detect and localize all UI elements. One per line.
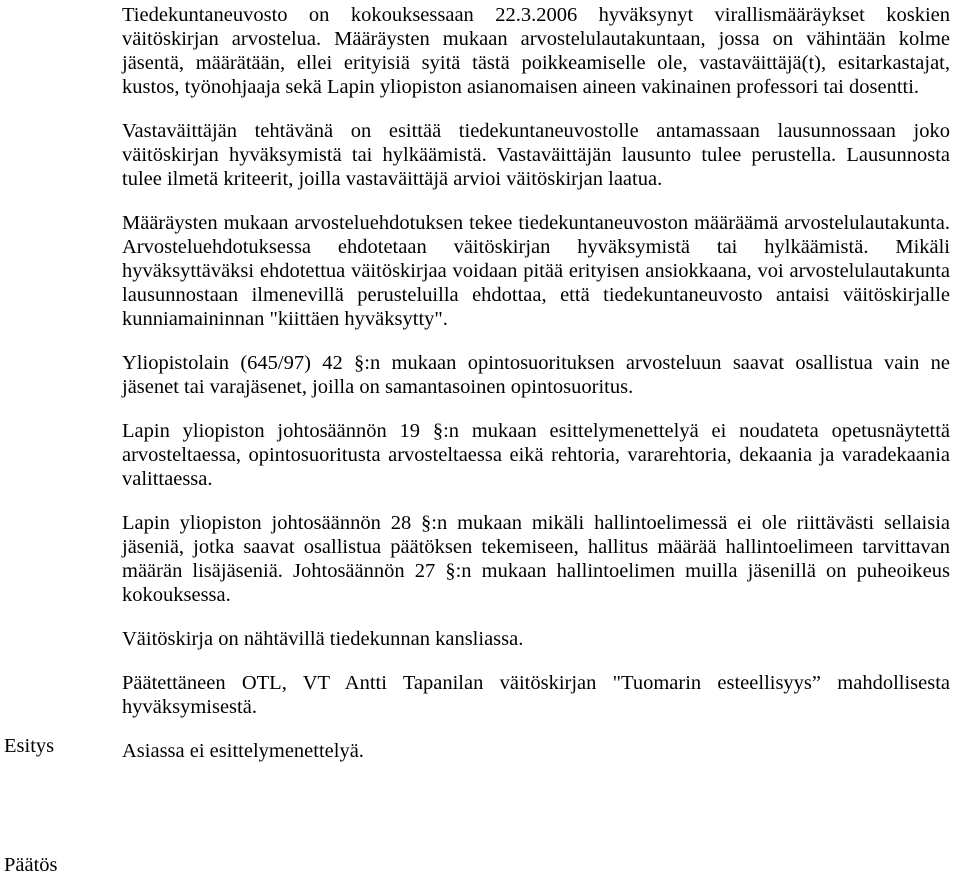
paragraph-arvosteluehdotus: Määräysten mukaan arvosteluehdotuksen tekee tiedekuntaneuvoston määräämä arvostelulautakunta. Arvosteluehdotuksessa ehdotetaan väitöskirjan hyväksymistä tai hylkäämistä. Mikäli hyväksyttäväksi ehdotettua väitöskirjaa voidaan pitää erityisen ansiokkaana, voi arvostelulautakunta lausunnostaan ilmenevillä perusteluilla ehdottaa, että tiedekuntaneuvosto antaisi väitöskirjalle kunniamaininnan "kiittäen hyväksytty".: [122, 212, 950, 330]
paatos-text: Asiassa ei esittelymenettelyä.: [122, 740, 364, 762]
esitys-text: Päätettäneen OTL, VT Antti Tapanilan väitöskirjan "Tuomarin esteellisyys” mahdollisesta hyväksymisestä.: [122, 672, 950, 718]
paragraph-yliopistolaki: Yliopistolain (645/97) 42 §:n mukaan opintosuorituksen arvosteluun saavat osallistua vain ne jäsenet tai varajäsenet, joilla on samantasoinen opintosuoritus.: [122, 352, 950, 398]
document-body: [122, 0, 950, 783]
paragraph-nahtavilla: Väitöskirja on nähtävillä tiedekunnan kansliassa.: [122, 628, 524, 650]
esitys-label: Esitys: [4, 735, 55, 757]
paragraph-vastavaittaja: Vastaväittäjän tehtävänä on esittää tiedekuntaneuvostolle antamassaan lausunnossaan joko väitöskirjan hyväksymistä tai hylkäämistä. Vastaväittäjän lausunto tulee perustella. Lausunnosta tulee ilmetä kriteerit, joilla vastaväittäjä arvioi väitöskirjan laatua.: [122, 120, 950, 190]
paatos-label: Päätös: [4, 854, 58, 876]
paragraph-johtosaanto-28: Lapin yliopiston johtosäännön 28 §:n mukaan mikäli hallintoelimessä ei ole riittävästi sellaisia jäseniä, jotka saavat osallistua päätöksen tekemiseen, hallitus määrää hallintoelimeen tarvittavan määrän lisäjäseniä. Johtosäännön 27 §:n mukaan hallintoelimen muilla jäsenillä on puheoikeus kokouksessa.: [122, 512, 950, 606]
paragraph-arvostelulautakunta: Tiedekuntaneuvosto on kokouksessaan 22.3.2006 hyväksynyt virallismääräykset koskien väitöskirjan arvostelua. Määräysten mukaan arvostelulautakuntaan, jossa on vähintään kolme jäsentä, määrätään, ellei erityisiä syitä tästä poikkeamiselle ole, vastaväittäjä(t), esitarkastajat, kustos, työnohjaaja sekä Lapin yliopiston asianomaisen aineen vakinainen professori tai dosentti.: [122, 4, 950, 98]
paragraph-johtosaanto-19: Lapin yliopiston johtosäännön 19 §:n mukaan esittelymenettelyä ei noudateta opetusnäytettä arvosteltaessa, opintosuoritusta arvosteltaessa eikä rehtoria, vararehtoria, dekaania ja varadekaania valittaessa.: [122, 420, 950, 490]
